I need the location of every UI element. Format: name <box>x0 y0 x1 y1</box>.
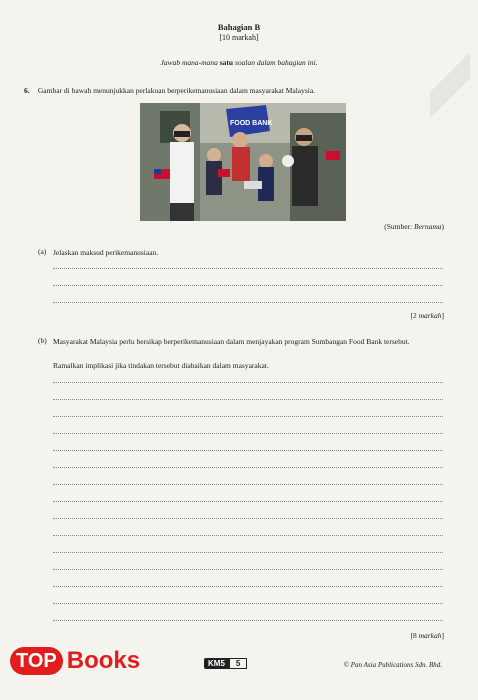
answer-line[interactable] <box>53 535 443 536</box>
part-b-marks-pre: [8 <box>410 631 419 640</box>
answer-line[interactable] <box>53 518 443 519</box>
source-pre: (Sumber: <box>384 222 414 231</box>
answer-line[interactable] <box>53 382 443 383</box>
part-a-label: (a) <box>38 247 47 256</box>
source-name: Bernama <box>414 222 442 231</box>
photo-source <box>384 222 444 231</box>
food-bank-photo <box>140 103 346 221</box>
part-b-marks-post: ] <box>441 631 444 640</box>
part-a-marks-pre: [2 <box>410 311 419 320</box>
source-post: ) <box>441 222 444 231</box>
answer-line[interactable] <box>53 586 443 587</box>
part-a-marks-word: markah <box>418 311 442 320</box>
answer-line[interactable] <box>53 620 443 621</box>
answer-line[interactable] <box>53 484 443 485</box>
part-b-text: Masyarakat Malaysia perlu bersikap berperikemanusiaan dalam menjayakan program Sumbangan Food Bank tersebut. <box>53 337 410 346</box>
section-title: Bahagian B <box>217 22 261 32</box>
logo-top: TOP <box>10 647 63 675</box>
part-b-marks-word: markah <box>418 631 442 640</box>
instruction-post: soalan dalam bahagian ini. <box>233 58 318 67</box>
part-b-text2: Ramalkan implikasi jika tindakan tersebut diabaikan dalam masyarakat. <box>53 361 269 370</box>
badge-code: KM5 <box>204 658 229 669</box>
section-marks: [10 markah] <box>219 33 259 42</box>
answer-line[interactable] <box>53 603 443 604</box>
answer-line[interactable] <box>53 268 443 269</box>
copyright: © Pan Asia Publications Sdn. Bhd. <box>343 661 442 669</box>
answer-line[interactable] <box>53 501 443 502</box>
question-number: 6. <box>24 86 30 95</box>
answer-line[interactable] <box>53 302 443 303</box>
answer-line[interactable] <box>53 416 443 417</box>
answer-line[interactable] <box>53 399 443 400</box>
part-b-label: (b) <box>38 336 47 345</box>
answer-line[interactable] <box>53 569 443 570</box>
topbooks-logo <box>10 646 190 676</box>
answer-line[interactable] <box>53 285 443 286</box>
photo-illustration <box>140 103 346 221</box>
part-a-marks <box>410 311 444 320</box>
part-a-text: Jelaskan maksud perikemanusiaan. <box>53 248 159 257</box>
page-number: 5 <box>229 658 247 669</box>
question-text: Gambar di bawah menunjukkan perlakuan berperikemanusiaan dalam masyarakat Malaysia. <box>37 86 316 95</box>
part-a-marks-post: ] <box>441 311 444 320</box>
page-badge <box>204 658 247 669</box>
answer-line[interactable] <box>53 552 443 553</box>
ghost-shape <box>430 40 470 130</box>
question-6 <box>24 86 315 95</box>
food-bank-sign-text: FOOD BANK <box>230 120 273 127</box>
logo-books: Books <box>66 647 141 674</box>
answer-line[interactable] <box>53 433 443 434</box>
instruction-bold: satu <box>219 58 234 67</box>
answer-line[interactable] <box>53 467 443 468</box>
instruction <box>0 58 478 67</box>
part-b-marks <box>410 631 444 640</box>
instruction-pre: Jawab mana-mana <box>160 58 220 67</box>
answer-line[interactable] <box>53 450 443 451</box>
